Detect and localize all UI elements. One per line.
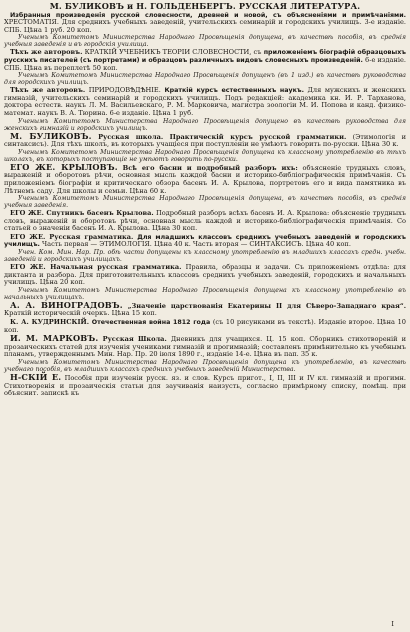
book-description: Пособія при изученіи русск. яз. и слов. Курсъ пригот., I, II, III и IV кл. гимназій и прогимн. Стихотворенія и прозаическія статьи для заучиванія наизусть, согласно примѣрному списку, помѣщ. при объяснит. запискѣ къ [4,374,406,398]
book-description: Для мужскихъ и женскихъ гимназій, учительскихъ семинарій и городскихъ училищъ. Подъ редакціей: академика кн. И. Р. Тарханова, доктора естеств. наукъ Л. М. Васильевскаго, Р. М. Марковича, магистра зоологіи М. И. Попова и канд. физико-математ. наукъ В. А. Тюрина. 6-е изданіе. Цѣна 1 руб. [4,86,406,117]
book-title: Всѣ его басни и подробный разборъ ихъ: [117,163,298,172]
book-description: Часть первая — ЭТИМОЛОГІЯ. Цѣна 40 к. Часть вторая — СИНТАКСИСЪ. Цѣна 40 коп. [39,240,351,249]
book-title: КРАТКІЙ УЧЕБНИКЪ ТЕОРІИ СЛОВЕСНОСТИ, съ [82,48,262,57]
book-description: Подробный разборъ всѣхъ басенъ И. А. Крылова: объясненіе трудныхъ словъ, выраженій и оборотовъ рѣчи, основная мысль каждой и историко-библіографическія примѣчанія. Со статьей о значеніи басенъ И. А. Крылова. Цѣна 30 коп. [4,209,406,233]
page-number: I [391,620,394,628]
author-name: ЕГО ЖЕ. Спутникъ басенъ Крылова. [10,209,154,218]
book-title: РУССКАЯ ЛИТЕРАТУРА. [235,1,361,11]
entry-text [4,319,406,334]
catalog-entry [4,374,406,398]
approval-note: Ученымъ Комитетомъ Министерства Народнаго Просвѣщенія допущена къ классному употребленію въ начальныхъ училищахъ. [4,286,406,301]
catalog-entry [4,299,406,318]
catalog-entry [4,335,406,373]
book-subtitle: приложеніемъ біографій образцовыхъ русскихъ писателей (съ портретами) и образцовъ различныхъ видовъ словесныхъ произведеній. [4,49,406,64]
catalog-entry [4,319,406,334]
catalog-entry [4,161,406,210]
author-name: А. А. ВИНОГРАДОВЪ. [10,299,123,310]
author-name: М. БУЛИКОВЪ и Н. ГОЛЬДЕНБЕРГЪ. [49,1,236,11]
book-title: Русская Школа. [98,335,167,344]
book-description: ХРЕСТОМАТІЯ. Для среднихъ учебныхъ заведеній, учительскихъ семинарій и городскихъ училищъ. 3-е изданіе. СПБ. Цѣна 1 руб. 20 коп. [4,18,406,34]
book-description: Правила, образцы и задачи. Съ приложеніемъ отдѣла: для диктанта и разбора. Для приготовительныхъ классовъ среднихъ учебныхъ заведеній, городскихъ и начальныхъ училищъ. Цѣна 20 коп. [4,263,406,287]
entry-text [4,3,406,12]
author-name: К. А. КУДРИНСКІЙ. [10,318,90,327]
book-title: Русская школа. Практическій курсъ русской грамматики. [91,132,347,141]
author-name: М. БУЛИКОВЪ. [10,130,92,141]
entry-text [4,130,406,149]
catalog-entry [4,130,406,163]
author-name: Н-СКІЙ Е. [10,372,62,382]
catalog-entry [4,49,406,86]
approval-note: Ученымъ Комитетомъ Министерства Народнаго Просвѣщенія допущена къ употребленію, въ качествѣ учебнаго пособія, въ младшихъ классахъ среднихъ учебныхъ заведеній Министерства. [4,359,406,373]
entry-text [4,299,406,318]
author-name: Тѣхъ же авторовъ. [10,86,86,95]
entry-text [4,264,406,287]
book-title: „Значеніе царствованія Екатерины II для Сѣверо-Западнаго края“. [122,301,406,310]
catalog-entry [4,87,406,131]
book-description: (съ 10 рисунками въ текстѣ). Изданіе второе. Цѣна 10 коп. [4,318,406,334]
catalog-entry [4,210,406,233]
approval-note: Ученымъ Комитетомъ Министерства Народнаго Просвѣщенія допущена, въ качествѣ пособія, въ среднія учебныя заведенія. [4,195,406,210]
book-description: объясненіе трудныхъ словъ, выраженій и оборотовъ рѣчи, основная мысль каждой басни и историко-библіографическія примѣчанія. Съ приложеніемъ біографіи и критическаго обзора басенъ И. А. Крылова, портретовъ его и вида памятника въ Лѣтнемъ саду. Для школы и семьи. Цѣна 60 к. [4,163,406,195]
catalog-entry [4,234,406,263]
book-title: Отечественная война 1812 года [89,319,211,327]
entry-text [4,161,406,195]
book-description: Краткій историческій очеркъ. Цѣна 15 коп. [4,309,157,318]
author-name: ЕГО ЖЕ. Начальная русская грамматика. [10,263,182,272]
author-name: Тѣхъ же авторовъ. [10,48,83,57]
book-description: 6-е изданіе. СПБ. Цѣна въ переплетѣ 50 коп. [4,55,406,72]
book-title: ПРИРОДОВѢДѢНІЕ. [85,86,161,95]
approval-note: Ученымъ Комитетомъ Министерства Народнаго Просвѣщенія допущена къ классному употребленію въ тѣхъ школахъ, въ которыхъ поступающіе не умѣютъ говорить по-русски. [4,148,406,163]
author-name: ЕГО ЖЕ. Русская грамматика. [10,232,134,241]
approval-note: Ученымъ Комитетомъ Министерства Народнаго Просвѣщенія допущено въ качествѣ руководства для женскихъ гимназій и городскихъ училищъ. [4,117,406,132]
book-description: (Этимологія и синтаксисъ). Для тѣхъ школъ, въ которыхъ учащіеся при поступленіи не умѣютъ говорить по-русски. Цѣна 30 к. [4,132,406,149]
book-description: Дневникъ для учащихся. Ц. 15 коп. Сборникъ стихотвореній и прозаическихъ статей для изученія учениками гимназій и прогимназій; составленъ примѣнительно къ учебнымъ планамъ, утвержденнымъ Мин. Нар. Пр. 20 іюля 1890 г., изданіе 14-е. Цѣна въ пап. 35 к. [4,335,406,359]
author-name: ЕГО ЖЕ. КРЫЛОВЪ. [10,161,118,172]
entry-text [4,12,406,35]
author-name: И. М. МАРКОВЪ. [10,333,99,344]
entry-text [4,374,406,398]
approval-note: Учен. Ком. Мин. Нар. Пр. обѣ части допущены къ классному употребленію въ младшихъ классахъ средн. учебн. заведеній и городскихъ училищахъ. [4,249,406,264]
entry-text [4,210,406,233]
book-subtitle: Для младшихъ классовъ среднихъ учебныхъ заведеній и городскихъ училищъ. [4,233,406,249]
entry-text [4,335,406,359]
approval-note: Ученымъ Комитетомъ Министерства Народнаго Просвѣщенія допущенъ (въ 1 изд.) въ качествѣ руководства для городскихъ училищъ. [4,72,406,87]
entry-text [4,87,406,117]
book-subtitle: Краткій курсъ естественныхъ наукъ. [160,87,304,95]
catalog-entry [4,264,406,301]
entry-text [4,234,406,249]
book-subtitle: Избранныя произведенія русской словесности, древней и новой, съ объясненіями и примѣчаніями. [10,11,406,19]
catalog-entry [4,3,406,48]
entry-text [4,49,406,72]
approval-note: Ученымъ Комитетомъ Министерства Народнаго Просвѣщенія допущена, въ качествѣ пособія, въ среднія учебныя заведенія и въ городскія училища. [4,34,406,49]
